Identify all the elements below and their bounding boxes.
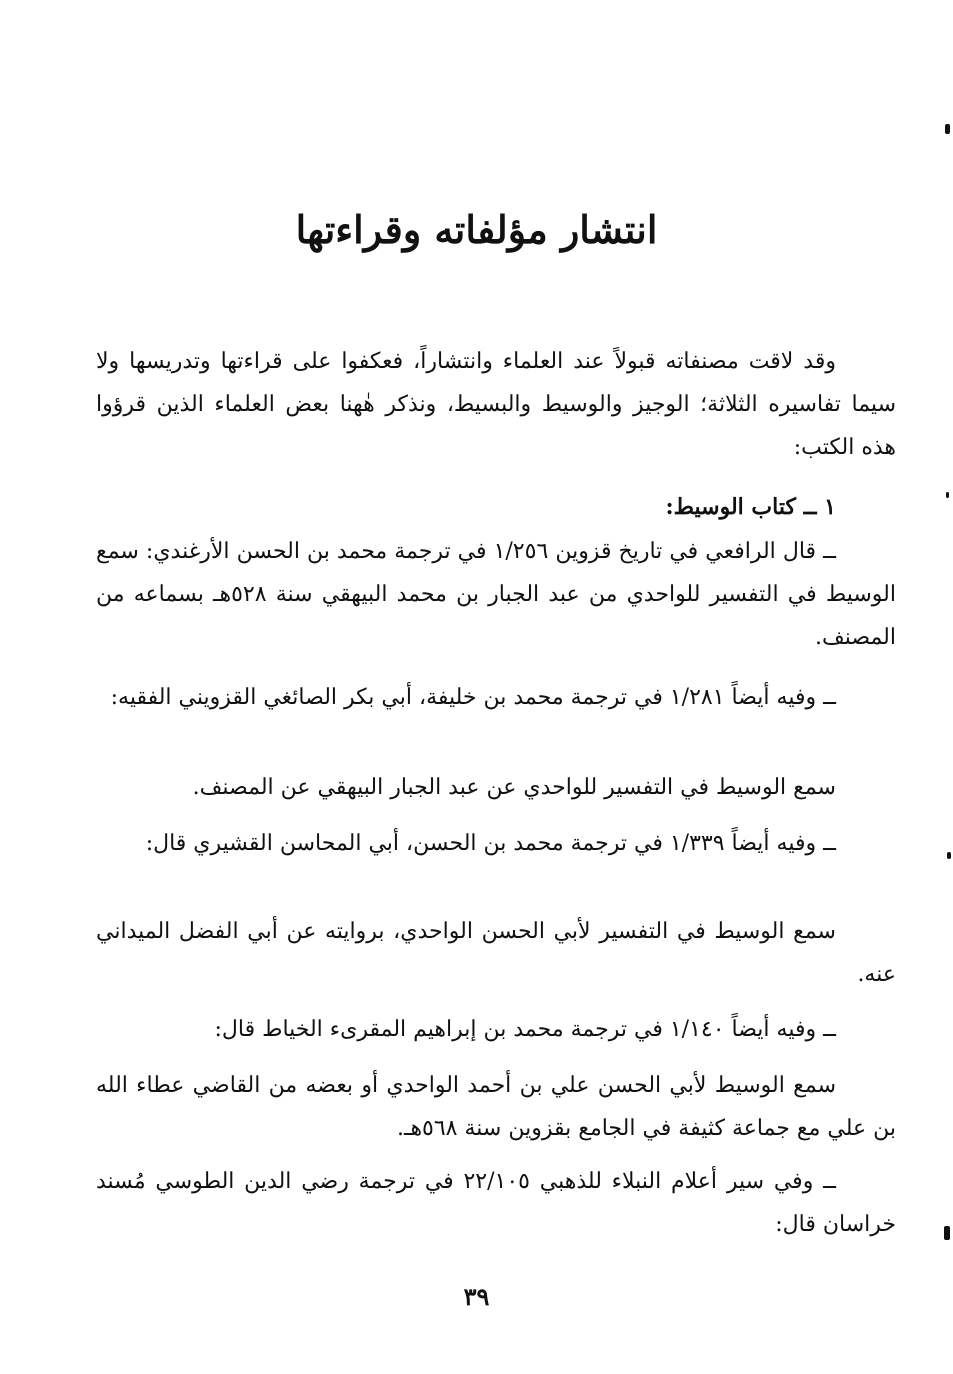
- page-number: ٣٩: [463, 1282, 490, 1311]
- scan-mark: [944, 1226, 950, 1240]
- entry-paragraph: ــ وفيه أيضاً ١/٢٨١ في ترجمة محمد بن خليفة، أبي بكر الصائغي القزويني الفقيه:: [110, 685, 836, 710]
- entry-paragraph: ــ قال الرافعي في تاريخ قزوين ١/٢٥٦ في ترجمة محمد بن الحسن الأرغندي: سمع الوسيط في التفسير للواحدي من عبد الجبار بن محمد البيهقي سنة ٥٢٨هـ بسماعه من المصنف.: [96, 539, 896, 650]
- quote-paragraph: سمع الوسيط في التفسير للواحدي عن عبد الجبار البيهقي عن المصنف.: [192, 775, 836, 800]
- chapter-title: انتشار مؤلفاته وقراءتها: [295, 207, 658, 252]
- quote-paragraph: سمع الوسيط في التفسير لأبي الحسن الواحدي، بروايته عن أبي الفضل الميداني عنه.: [96, 919, 896, 987]
- scan-mark: [945, 124, 950, 134]
- intro-paragraph: وقد لاقت مصنفاته قبولاً عند العلماء وانتشاراً، فعكفوا على قراءتها وتدريسها ولا سيما تفاسيره الثلاثة؛ الوجيز والوسيط والبسيط، ونذكر هٰهنا بعض العلماء الذين قرؤوا هذه الكتب:: [96, 349, 896, 460]
- section-heading: ١ ــ كتاب الوسيط:: [665, 494, 836, 520]
- scan-mark: [947, 852, 951, 859]
- entry-paragraph: ــ وفيه أيضاً ١/٣٣٩ في ترجمة محمد بن الحسن، أبي المحاسن القشيري قال:: [145, 831, 836, 856]
- scan-mark: [946, 492, 949, 498]
- entry-paragraph: ــ وفي سير أعلام النبلاء للذهبي ٢٢/١٠٥ في ترجمة رضي الدين الطوسي مُسند خراسان قال:: [96, 1169, 896, 1237]
- entry-paragraph: ــ وفيه أيضاً ١/١٤٠ في ترجمة محمد بن إبراهيم المقرىء الخياط قال:: [214, 1017, 836, 1042]
- quote-paragraph: سمع الوسيط لأبي الحسن علي بن أحمد الواحدي أو بعضه من القاضي عطاء الله بن علي مع جماعة كثيفة في الجامع بقزوين سنة ٥٦٨هـ.: [96, 1073, 896, 1141]
